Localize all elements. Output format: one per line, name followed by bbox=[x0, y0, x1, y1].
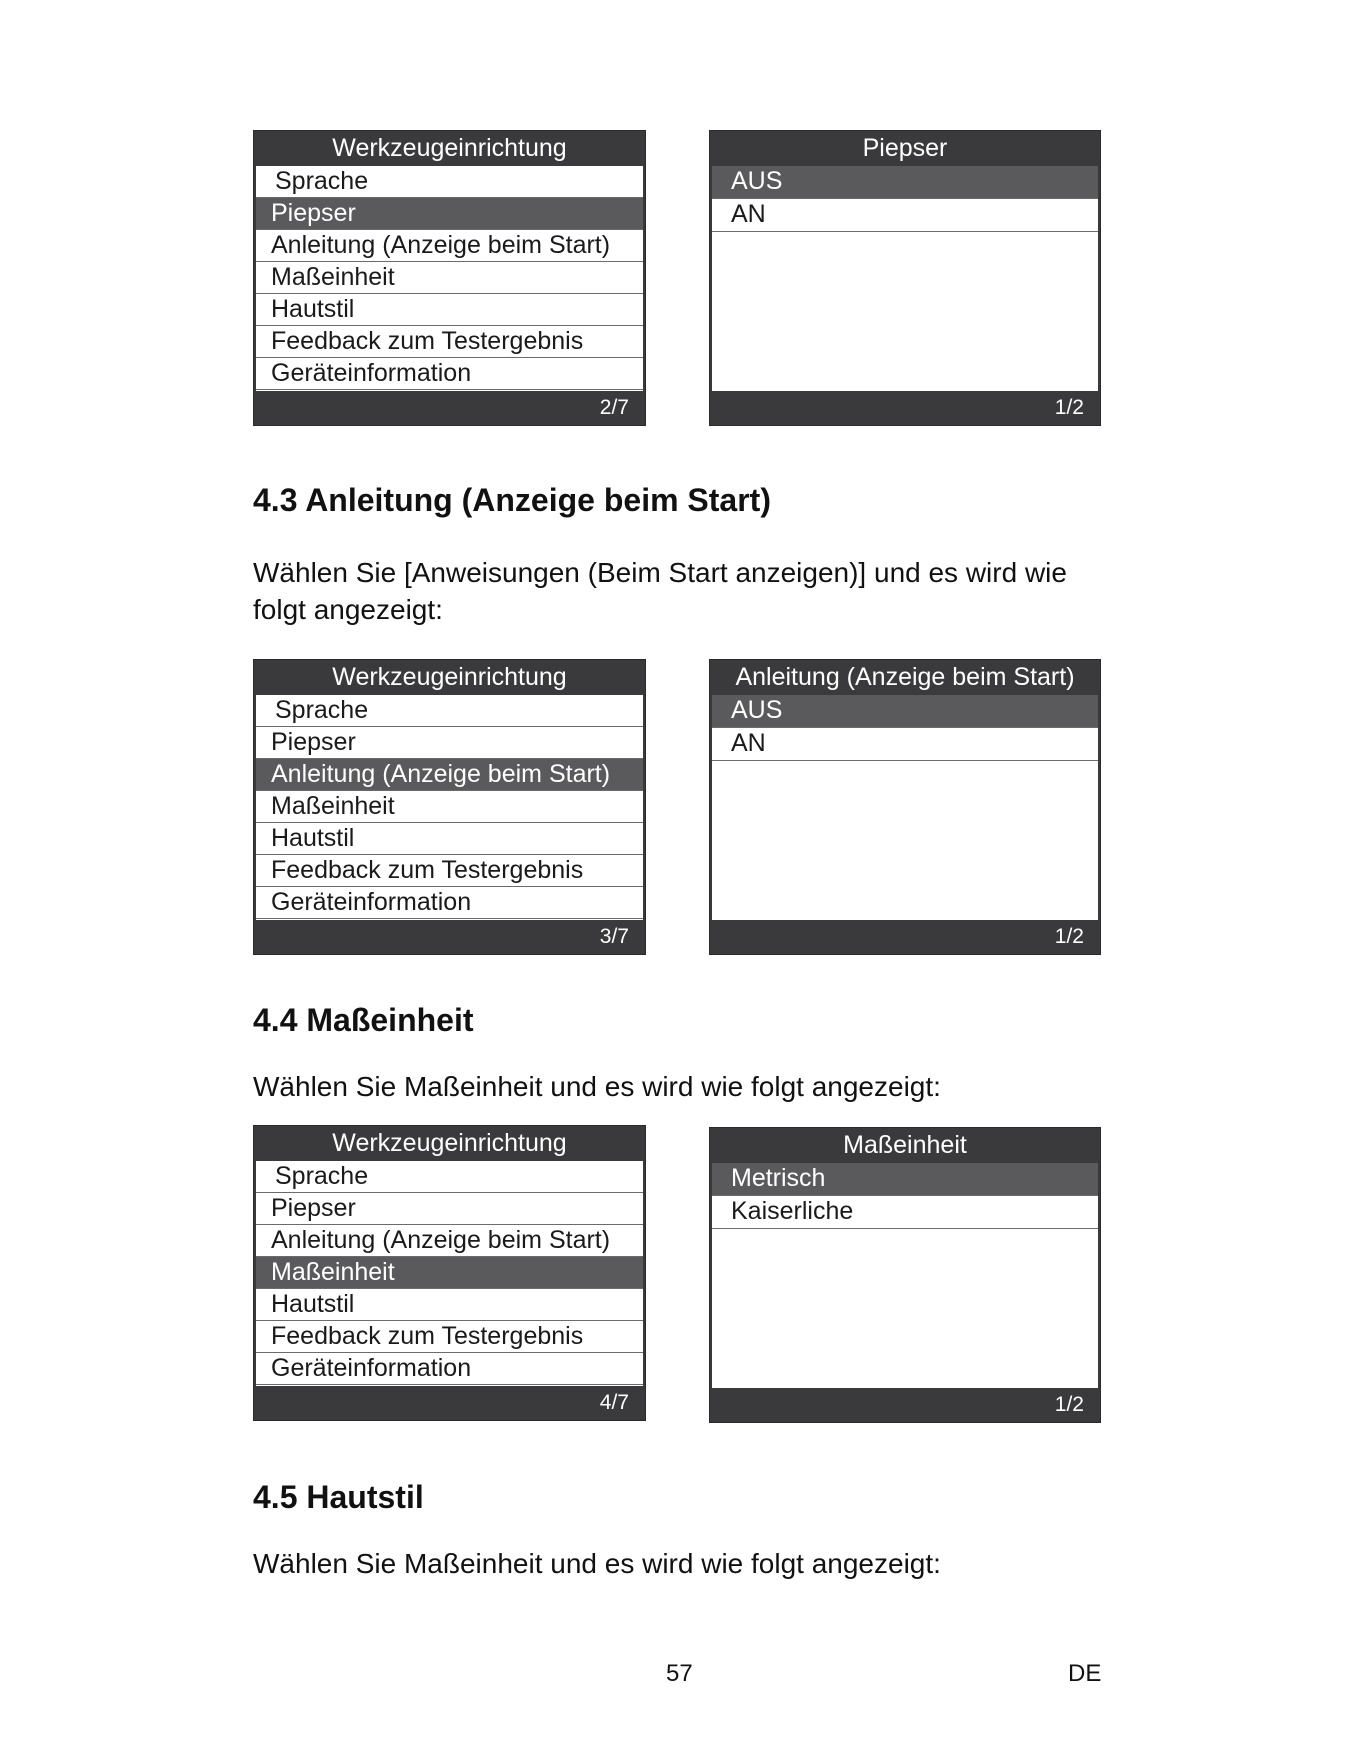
section-heading-4-4: 4.4 Maßeinheit bbox=[253, 1002, 474, 1038]
screen-title: Werkzeugeinrichtung bbox=[332, 134, 567, 162]
menu-item[interactable]: Feedback zum Testergebnis bbox=[256, 855, 643, 887]
page-indicator: 3/7 bbox=[599, 925, 629, 948]
menu-item[interactable]: Feedback zum Testergebnis bbox=[256, 326, 643, 358]
screen-list bbox=[256, 1161, 643, 1386]
settings-menu-screen bbox=[253, 130, 646, 426]
menu-item[interactable]: Piepser bbox=[256, 1193, 643, 1225]
menu-item[interactable]: Piepser bbox=[256, 198, 643, 230]
menu-item[interactable]: AN bbox=[712, 199, 1098, 232]
menu-item[interactable]: Metrisch bbox=[712, 1163, 1098, 1196]
page-indicator: 4/7 bbox=[599, 1391, 629, 1414]
menu-item[interactable]: Hautstil bbox=[256, 294, 643, 326]
page-number: 57 bbox=[666, 1660, 693, 1687]
screen-list bbox=[712, 695, 1098, 920]
screen-title: Maßeinheit bbox=[843, 1131, 967, 1159]
section-heading-4-3: 4.3 Anleitung (Anzeige beim Start) bbox=[253, 482, 771, 518]
settings-menu-screen bbox=[253, 659, 646, 955]
screen-title: Anleitung (Anzeige beim Start) bbox=[735, 663, 1075, 691]
section-text-4-5: Wählen Sie Maßeinheit und es wird wie folgt angezeigt: bbox=[253, 1548, 941, 1579]
settings-menu-screen bbox=[253, 1125, 646, 1421]
menu-item[interactable]: Sprache bbox=[256, 166, 643, 198]
menu-item[interactable]: Anleitung (Anzeige beim Start) bbox=[256, 230, 643, 262]
screen-title: Werkzeugeinrichtung bbox=[332, 1129, 567, 1157]
screen-title: Piepser bbox=[862, 134, 948, 162]
menu-item[interactable]: AUS bbox=[712, 166, 1098, 199]
menu-item[interactable]: Kaiserliche bbox=[712, 1196, 1098, 1229]
page-indicator: 1/2 bbox=[1054, 1393, 1084, 1416]
menu-item[interactable]: Hautstil bbox=[256, 1289, 643, 1321]
menu-item[interactable]: Maßeinheit bbox=[256, 1257, 643, 1289]
menu-item[interactable]: Maßeinheit bbox=[256, 262, 643, 294]
screen-list bbox=[256, 695, 643, 920]
unit-option-screen bbox=[709, 1127, 1101, 1423]
menu-item[interactable]: Geräteinformation bbox=[256, 887, 643, 919]
menu-item[interactable]: Feedback zum Testergebnis bbox=[256, 1321, 643, 1353]
section-heading-4-5: 4.5 Hautstil bbox=[253, 1479, 424, 1515]
beeper-option-screen bbox=[709, 130, 1101, 426]
section-text-4-3: Wählen Sie [Anweisungen (Beim Start anzeigen)] und es wird wie folgt angezeigt: bbox=[253, 557, 1067, 625]
screen-list bbox=[712, 1163, 1098, 1388]
menu-item[interactable]: Piepser bbox=[256, 727, 643, 759]
menu-item[interactable]: Geräteinformation bbox=[256, 1353, 643, 1385]
language-code: DE bbox=[1068, 1660, 1102, 1687]
menu-item[interactable]: Sprache bbox=[256, 1161, 643, 1193]
page-indicator: 2/7 bbox=[599, 396, 629, 419]
menu-item[interactable]: AN bbox=[712, 728, 1098, 761]
menu-item[interactable]: Geräteinformation bbox=[256, 358, 643, 390]
section-text-4-4: Wählen Sie Maßeinheit und es wird wie folgt angezeigt: bbox=[253, 1071, 941, 1102]
screen-title: Werkzeugeinrichtung bbox=[332, 663, 567, 691]
screen-list bbox=[256, 166, 643, 391]
menu-item[interactable]: AUS bbox=[712, 695, 1098, 728]
screen-list bbox=[712, 166, 1098, 391]
menu-item[interactable]: Anleitung (Anzeige beim Start) bbox=[256, 759, 643, 791]
instructions-option-screen bbox=[709, 659, 1101, 955]
menu-item[interactable]: Sprache bbox=[256, 695, 643, 727]
menu-item[interactable]: Anleitung (Anzeige beim Start) bbox=[256, 1225, 643, 1257]
menu-item[interactable]: Maßeinheit bbox=[256, 791, 643, 823]
page-indicator: 1/2 bbox=[1054, 925, 1084, 948]
menu-item[interactable]: Hautstil bbox=[256, 823, 643, 855]
page-indicator: 1/2 bbox=[1054, 396, 1084, 419]
